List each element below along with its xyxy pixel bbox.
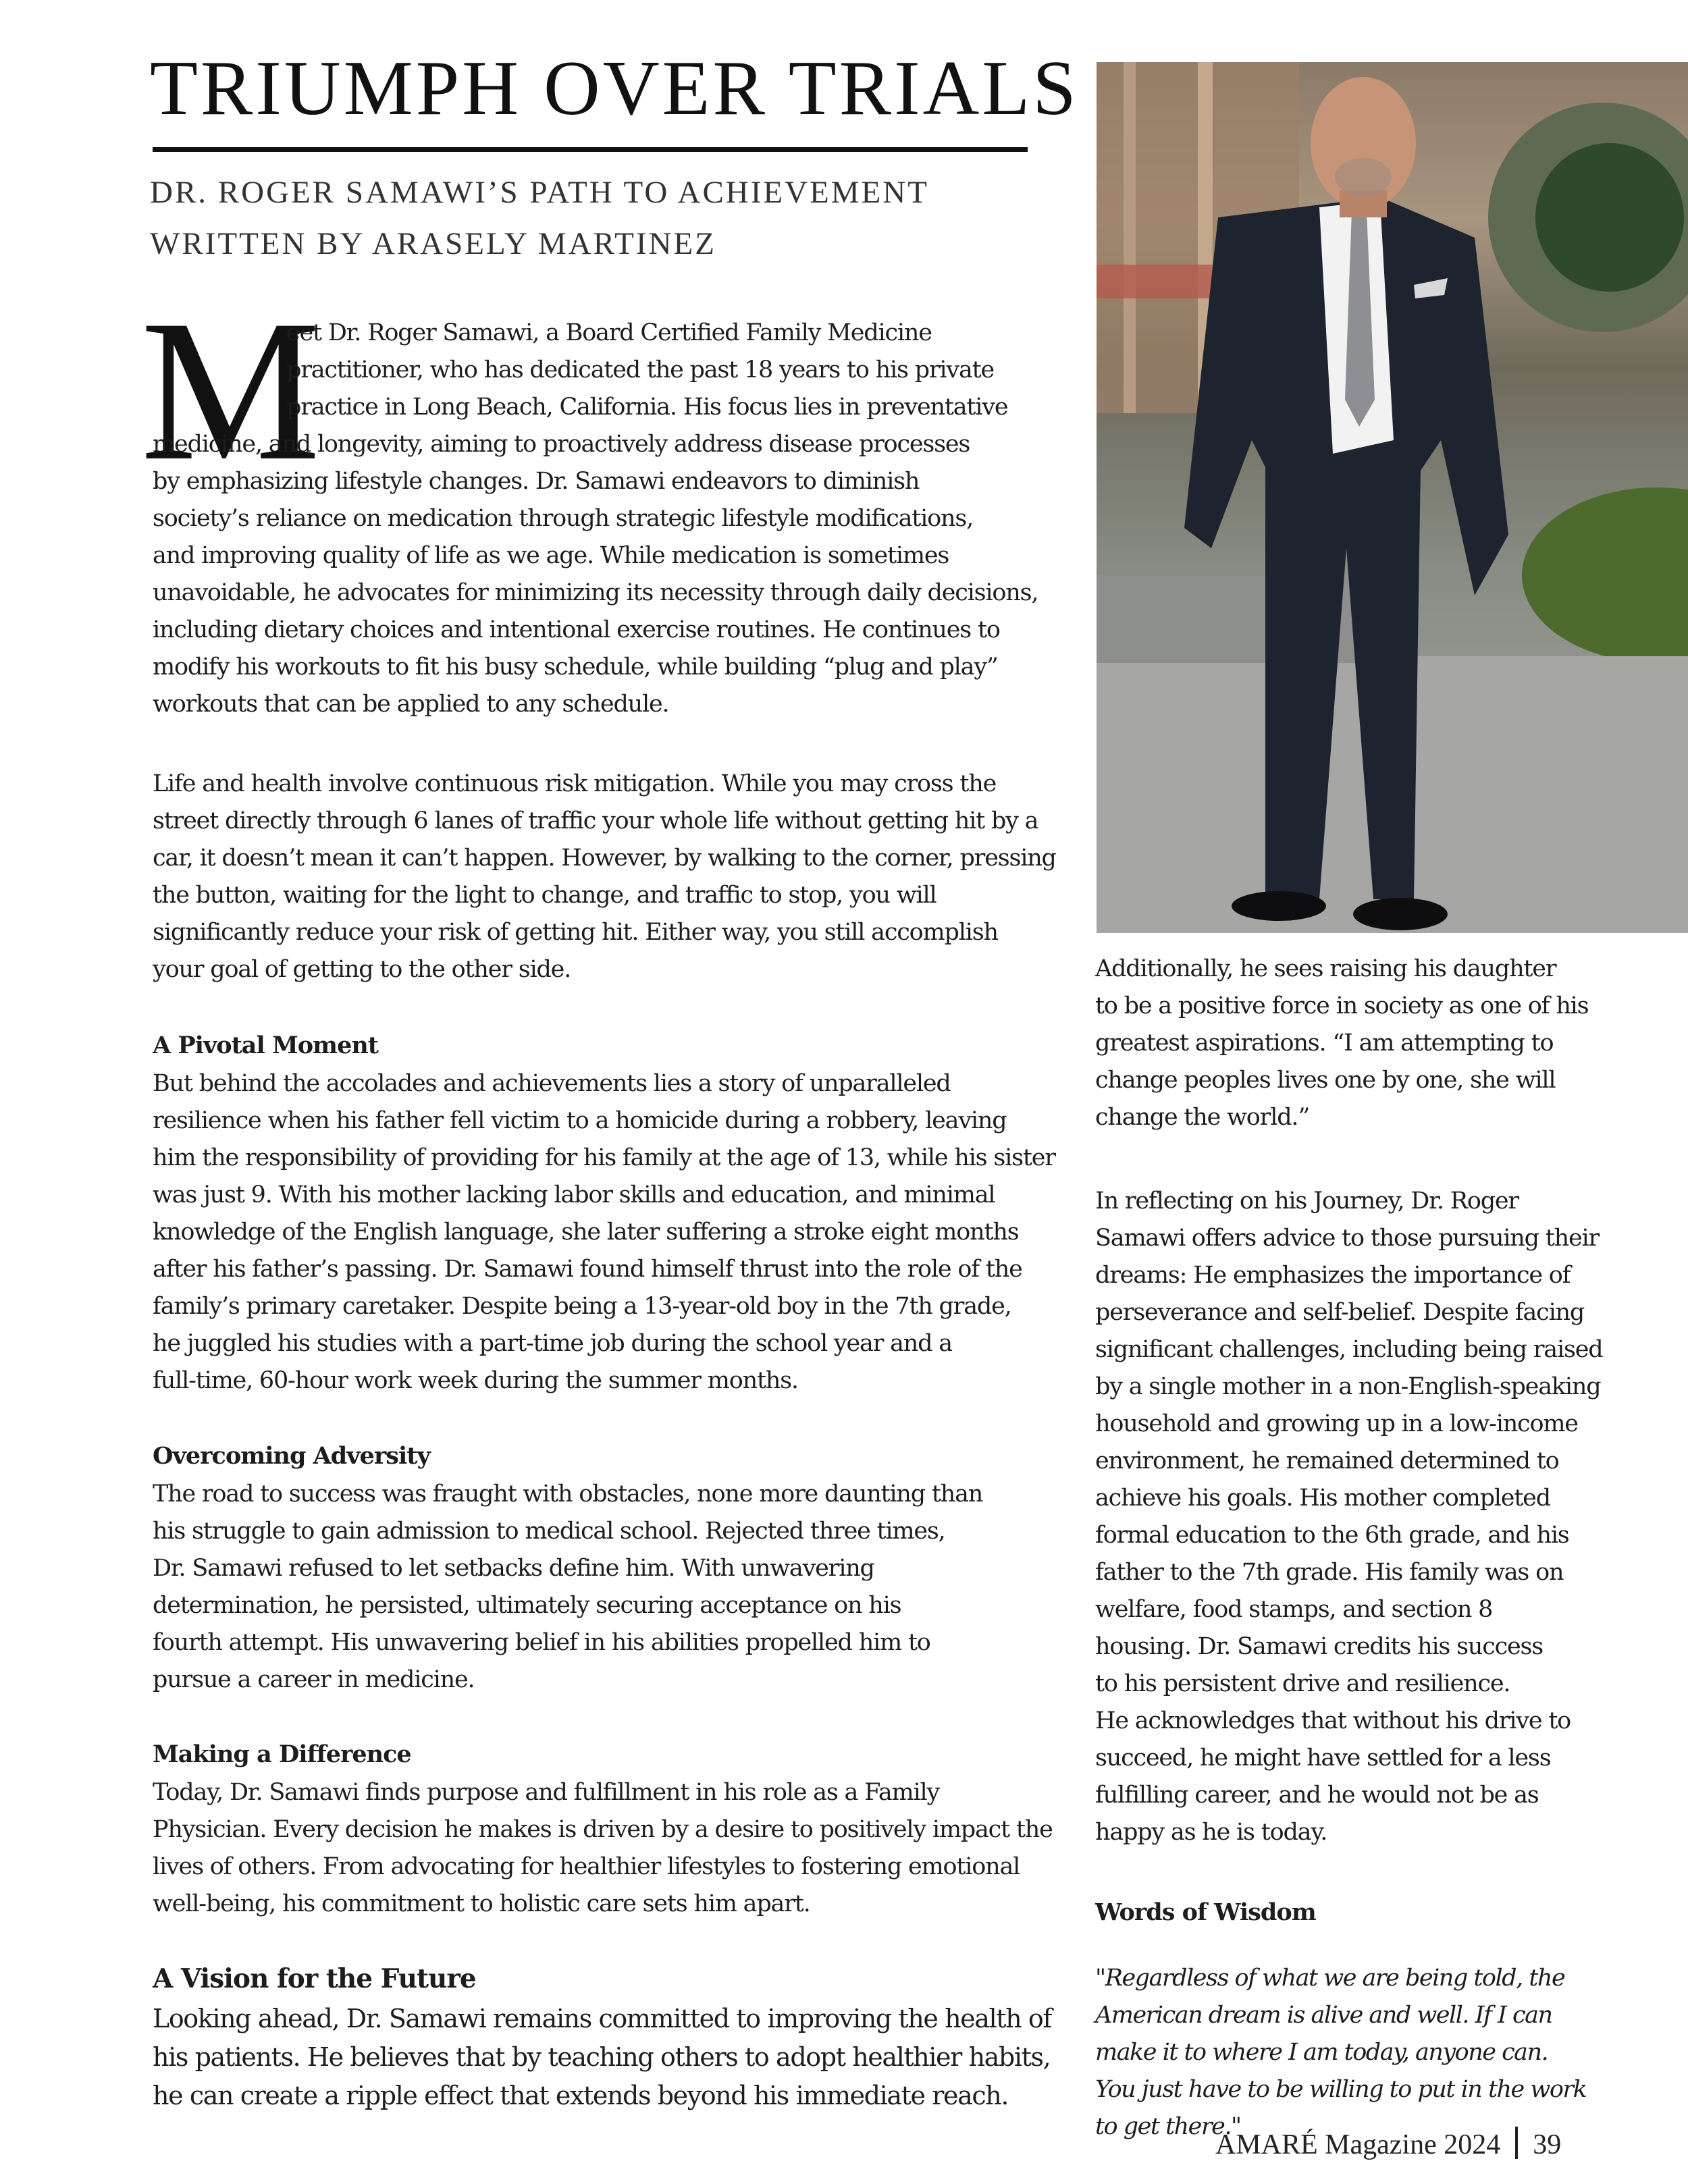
magazine-name: AMARÉ Magazine 2024 [1215,2129,1501,2160]
difference-paragraph: Today, Dr. Samawi finds purpose and fulfillment in his role as a Family Physician. Every decision he makes is driven by a desire to positively impact the lives of others. From advocating for healthier lifestyles to fostering emotional well-being, his commitment to holistic care sets him apart. [153,1779,1053,1917]
intro-paragraph: medicine, and longevity, aiming to proactively address disease processes by emphasizing lifestyle changes. Dr. Samawi endeavors to diminish society’s reliance on medication through strategic lifestyle modifications, and improving quality of life as we age. While medication is sometimes unavoidable, he advocates for minimizing its necessity through daily decisions, including dietary choices and intentional exercise routines. He continues to modify his workouts to fit his busy schedule, while building “plug and play” workouts that can be applied to any schedule. [153,431,1038,718]
article-title: TRIUMPH OVER TRIALS [150,45,1079,132]
reflection-paragraph: In reflecting on his Journey, Dr. Roger Samawi offers advice to those pursuing their dreams: He emphasizes the importance of perseverance and self-belief. Despite facing significant challenges, including being raised by a single mother in a non-English-speaking household and growing up in a low-income environment, he remained determined to achieve his goals. His mother completed formal education to the 6th grade, and his father to the 7th grade. His family was on welfare, food stamps, and section 8 housing. Dr. Samawi credits his success to his persistent drive and resilience. He acknowledges that without his drive to succeed, he might have settled for a less fulfilling career, and he would not be as happy as he is today. [1095,1188,1603,1846]
article-subtitle: DR. ROGER SAMAWI’S PATH TO ACHIEVEMENT [150,175,929,210]
heading-making-difference: Making a Difference [153,1740,411,1768]
heading-words-of-wisdom: Words of Wisdom [1095,1898,1316,1926]
article-byline: WRITTEN BY ARASELY MARTINEZ [150,226,716,261]
adversity-paragraph: The road to success was fraught with obstacles, none more daunting than his struggle to gain admission to medical school. Rejected three times, Dr. Samawi refused to let setbacks define him. With unwavering determination, he persisted, ultimately securing acceptance on his fourth attempt. His unwavering belief in his abilities propelled him to pursue a career in medicine. [153,1481,983,1693]
page-number: 39 [1533,2129,1562,2160]
drop-cap: M [140,278,321,502]
portrait-illustration [1097,62,1688,933]
wisdom-quote: "Regardless of what we are being told, the American dream is alive and well. If I can make it to where I am today, anyone can. You just have to be willing to put in the work to get there." [1095,1965,1587,2140]
footer-divider [1515,2127,1518,2159]
heading-vision-future: A Vision for the Future [153,1963,476,1994]
heading-pivotal-moment: A Pivotal Moment [153,1032,378,1059]
heading-overcoming-adversity: Overcoming Adversity [153,1442,430,1470]
page-footer [1215,2127,1561,2161]
risk-paragraph: Life and health involve continuous risk mitigation. While you may cross the street directly through 6 lanes of traffic your whole life without getting hit by a car, it doesn’t mean it can’t happen. However, by walking to the corner, pressing the button, waiting for the light to change, and traffic to stop, you will significantly reduce your risk of getting hit. Either way, you still accomplish your goal of getting to the other side. [153,770,1056,983]
title-divider [153,147,1028,152]
intro-first-lines: eet Dr. Roger Samawi, a Board Certified Family Medicine practitioner, who has dedicated the past 18 years to his private practice in Long Beach, California. His focus lies in preventative [286,319,1008,421]
vision-paragraph: Looking ahead, Dr. Samawi remains committed to improving the health of his patients. He believes that by teaching others to adopt healthier habits, he can create a ripple effect that extends beyond his immediate reach. [153,2004,1052,2110]
pivotal-paragraph: But behind the accolades and achievements lies a story of unparalleled resilience when his father fell victim to a homicide during a robbery, leaving him the responsibility of providing for his family at the age of 13, while his sister was just 9. With his mother lacking labor skills and education, and minimal knowledge of the English language, she later suffering a stroke eight months after his father’s passing. Dr. Samawi found himself thrust into the role of the family’s primary caretaker. Despite being a 13-year-old boy in the 7th grade, he juggled his studies with a part-time job during the school year and a full-time, 60-hour work week during the summer months. [153,1070,1055,1394]
portrait-photo [1097,62,1688,933]
daughter-paragraph: Additionally, he sees raising his daughter to be a positive force in society as one of his greatest aspirations. “I am attempting to change peoples lives one by one, she will change the world.” [1095,955,1589,1131]
